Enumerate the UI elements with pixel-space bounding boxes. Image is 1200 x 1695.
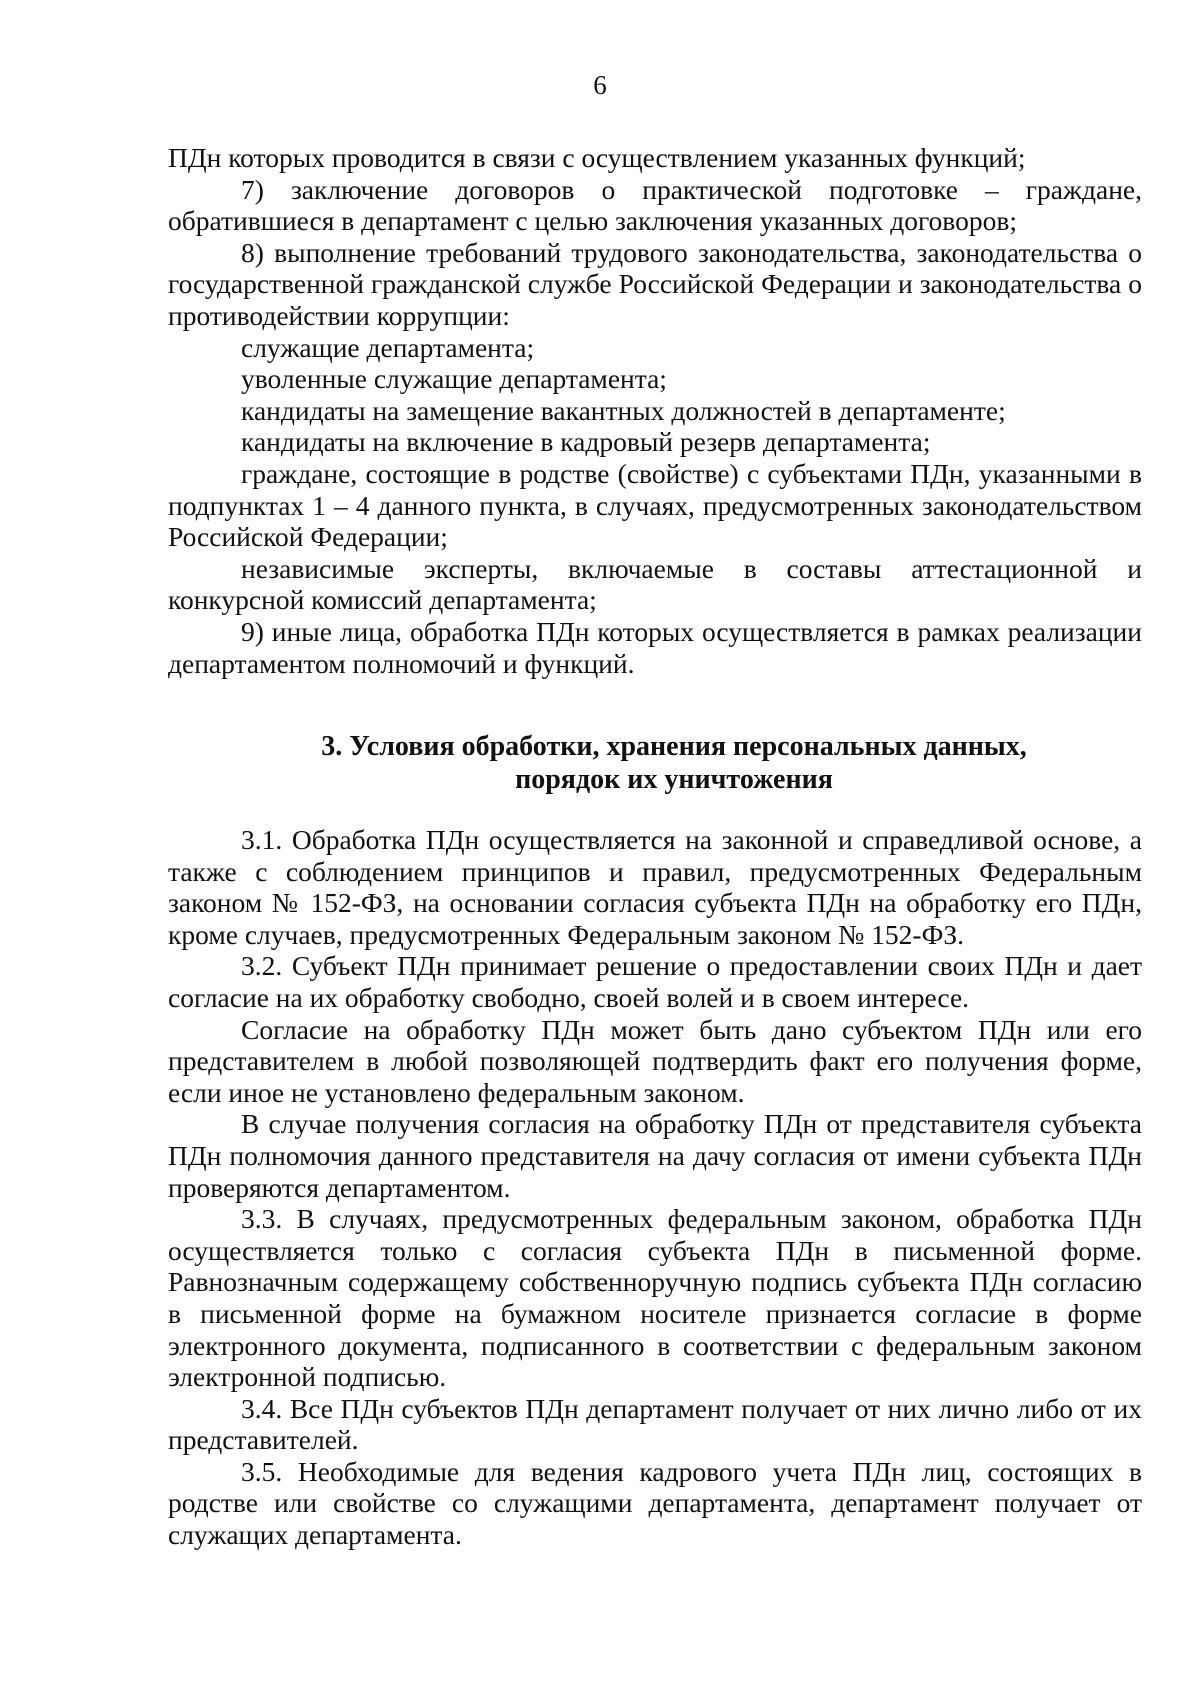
list-item: уволенные служащие департамента; bbox=[241, 363, 667, 395]
paragraph: граждане, состоящие в родстве (свойстве) с субъектами ПДн, указанными в подпунктах 1 – 4 данного пункта, в случаях, предусмотренных законодательством Российской Федерации; bbox=[168, 457, 1142, 553]
page-number: 6 bbox=[593, 70, 607, 100]
section-heading-line: 3. Условия обработки, хранения персональных данных, bbox=[321, 731, 1027, 762]
paragraph: 3.4. Все ПДн субъектов ПДн департамент получает от них лично либо от их представителей. bbox=[168, 1392, 1142, 1456]
paragraph: 3.3. В случаях, предусмотренных федеральным законом, обработка ПДн осуществляется только с согласия субъекта ПДн в письменной форме. Равнозначным содержащему собственноручную подпись субъекта ПДн согласию в письменной форме на бумажном носителе признается согласие в форме электронного документа, подписанного в соответствии с федеральным законом электронной подписью. bbox=[168, 1203, 1142, 1393]
paragraph: Согласие на обработку ПДн может быть дано субъектом ПДн или его представителем в любой позволяющей подтвердить факт его получения форме, если иное не установлено федеральным законом. bbox=[168, 1013, 1142, 1108]
text-block-top bbox=[168, 142, 1142, 679]
paragraph: 3.2. Субъект ПДн принимает решение о предоставлении своих ПДн и дает согласие на их обработку свободно, своей волей и в своем интересе. bbox=[168, 950, 1142, 1013]
paragraph: ПДн которых проводится в связи с осуществлением указанных функций; bbox=[168, 142, 1026, 173]
paragraph: 7) заключение договоров о практической подготовке – граждане, обратившиеся в департамент с целью заключения указанных договоров; bbox=[168, 173, 1142, 237]
list-item: кандидаты на включение в кадровый резерв департамента; bbox=[241, 426, 931, 458]
paragraph: 3.1. Обработка ПДн осуществляется на законной и справедливой основе, а также с соблюдением принципов и правил, предусмотренных Федеральным законом № 152-ФЗ, на основании согласия субъекта ПДн на обработку его ПДн, кроме случаев, предусмотренных Федеральным законом № 152-ФЗ. bbox=[168, 824, 1142, 950]
paragraph: 8) выполнение требований трудового законодательства, законодательства о государственной гражданской службе Российской Федерации и законодательства о противодействии коррупции: bbox=[168, 236, 1142, 331]
paragraph: 3.5. Необходимые для ведения кадрового учета ПДн лиц, состоящих в родстве или свойстве со служащими департамента, департамент получает от служащих департамента. bbox=[168, 1455, 1142, 1551]
paragraph: независимые эксперты, включаемые в составы аттестационной и конкурсной комиссий департамента; bbox=[168, 552, 1142, 616]
list-item: служащие департамента; bbox=[241, 331, 535, 363]
paragraph: 9) иные лица, обработка ПДн которых осуществляется в рамках реализации департаментом полномочий и функций. bbox=[168, 615, 1142, 679]
paragraph: В случае получения согласия на обработку ПДн от представителя субъекта ПДн полномочия данного представителя на дачу согласия от имени субъекта ПДн проверяются департаментом. bbox=[168, 1108, 1142, 1203]
section-heading-line: порядок их уничтожения bbox=[515, 764, 833, 795]
text-block-bottom bbox=[168, 824, 1142, 1551]
section-heading bbox=[168, 730, 1142, 796]
list-item: кандидаты на замещение вакантных должностей в департаменте; bbox=[241, 394, 1006, 426]
